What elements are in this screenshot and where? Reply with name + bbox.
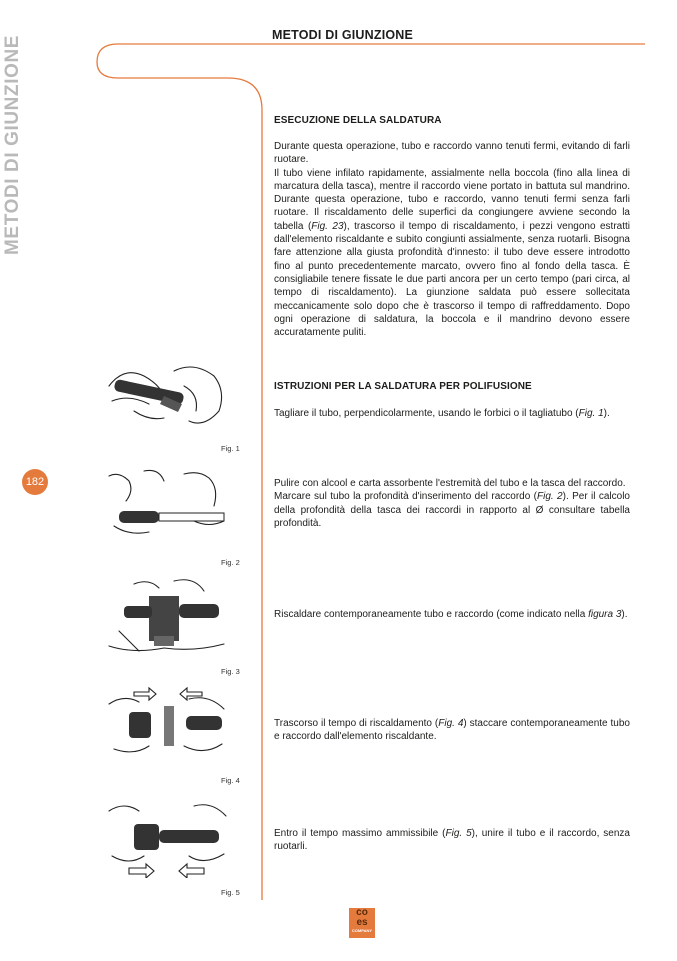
company-logo: co es COMPANY xyxy=(349,908,375,938)
step-5-text: Entro il tempo massimo ammissibile (Fig. 5), unire il tubo e il raccordo, senza ruotarli. xyxy=(274,828,630,853)
page-number-badge: 182 xyxy=(22,469,48,495)
step-3-text: Riscaldare contemporaneamente tubo e raccordo (come indicato nella figura 3). xyxy=(274,609,628,620)
figure-3-caption: Fig. 3 xyxy=(221,667,240,676)
side-section-title: METODI DI GIUNZIONE xyxy=(2,34,23,255)
step-4-text: Trascorso il tempo di riscaldamento (Fig. 4) staccare contemporaneamente tubo e raccordo dall'elemento riscaldante. xyxy=(274,718,630,743)
execution-paragraph-1: Durante questa operazione, tubo e raccordo vanno tenuti fermi, evitando di farli ruotare. xyxy=(274,141,630,166)
section-heading-execution: ESECUZIONE DELLA SALDATURA xyxy=(274,115,442,126)
figure-2-caption: Fig. 2 xyxy=(221,558,240,567)
figure-5-joining xyxy=(104,796,232,878)
figure-1-caption: Fig. 1 xyxy=(221,444,240,453)
section-execution xyxy=(274,114,630,127)
figure-2-marking-pipe xyxy=(104,466,232,548)
figure-3-heating xyxy=(104,576,232,658)
page-header-title: METODI DI GIUNZIONE xyxy=(272,28,414,42)
execution-paragraph-2: Il tubo viene infilato rapidamente, assialmente nella boccola (fino alla linea di marcatura della tasca), mentre il raccordo viene portato in battuta sul mandrino. Durante questa operazione, tubo e raccordo, vanno tenuti fermi senza farli ruotare. Il riscaldamento delle superfici da congiungere avviene secondo la tabella (Fig. 23), trascorso il tempo di riscaldamento, i pezzi vengono estratti dall'elemento riscaldante e subito congiunti assialmente, senza ruotarli. Bisogna fare attenzione alla giusta profondità d'innesto: il tubo deve essere introdotto fino al punto precedentemente marcato, ovvero fino al fondo della tasca. È consigliabile tenere fissate le due parti ancora per un certo tempo (pari circa, al tempo di riscaldamento). La giunzione saldata può essere sollecitata meccanicamente solo dopo che è trascorso il tempo di raffreddamento. Dopo ogni operazione di saldatura, la boccola e il mandrino devono essere accuratamente puliti. xyxy=(274,167,631,339)
step-1-text: Tagliare il tubo, perpendicolarmente, usando le forbici o il tagliatubo (Fig. 1). xyxy=(274,408,610,419)
figure-5-caption: Fig. 5 xyxy=(221,888,240,897)
section-heading-instructions: ISTRUZIONI PER LA SALDATURA PER POLIFUSIONE xyxy=(274,381,532,392)
figure-1-cutting-pipe xyxy=(104,356,232,438)
figure-4-removing xyxy=(104,684,232,766)
step-2-text: Pulire con alcool e carta assorbente l'estremità del tubo e la tasca del raccordo. Marcare sul tubo la profondità d'inserimento del raccordo (Fig. 2). Per il calcolo della profondità della tasca dei raccordi in rapporto al Ø consultare tabella profondità. xyxy=(274,478,630,529)
figure-4-caption: Fig. 4 xyxy=(221,776,240,785)
section-instructions xyxy=(274,380,630,393)
execution-text xyxy=(274,140,630,339)
